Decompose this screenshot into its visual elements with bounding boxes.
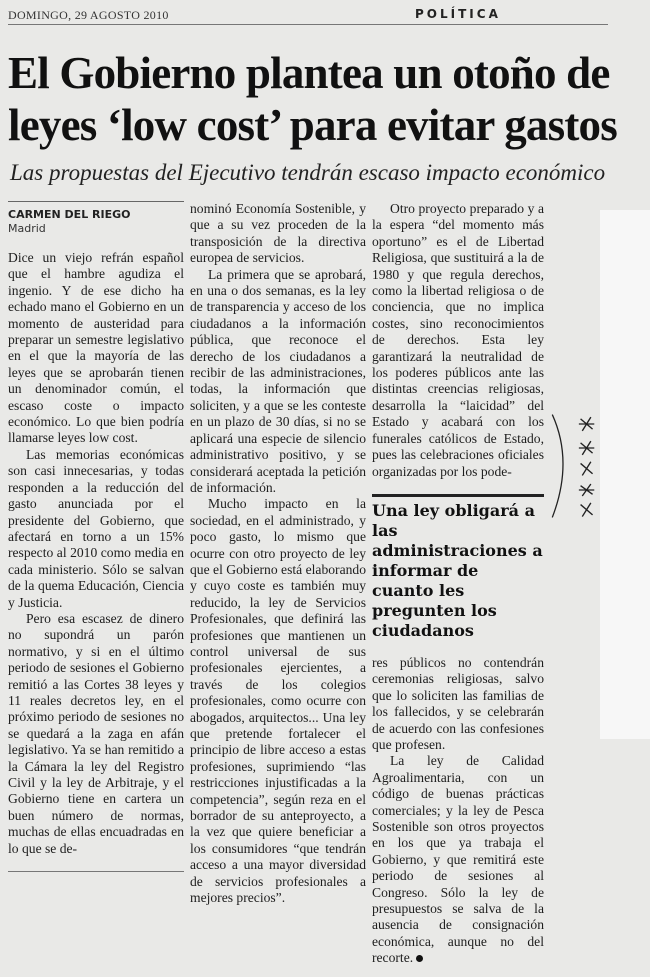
article-columns — [8, 201, 642, 967]
end-mark-icon — [416, 955, 423, 962]
paragraph: nominó Economía Sostenible, y que a su vez proceden de la transposición de la directiva europea de servicios. — [190, 201, 366, 266]
paragraph: Otro proyecto preparado y a la espera “del momento más oportuno” es el de Libertad Religiosa, que sustituirá a la de 1980 y que regula derechos, como la libertad religiosa o de conciencia, que no implica costes, sino reconocimientos de derechos. Esta ley garantizará la neutralidad de los poderes públicos ante las distintas creencias religiosas, desarrolla la “laicidad” del Estado y acabará con los funerales católicos de Estado, pues las celebraciones oficiales organizadas por los pode- — [372, 201, 544, 479]
column-1 — [8, 201, 184, 872]
page-header — [8, 6, 608, 25]
paragraph: Dice un viejo refrán español que el hambre agudiza el ingenio. Y de ese dicho ha echado mano el Gobierno en un momento de austeridad para preparar un semestre legislativo en el que la mayoría de las leyes que se aprobarán tienen un denominador común, el escaso coste o impacto económico. Lo que bien podría llamarse leyes low cost. — [8, 250, 184, 446]
paragraph — [372, 753, 544, 966]
divider — [8, 871, 184, 872]
subtitle: Las propuestas del Ejecutivo tendrán escaso impacto económico — [10, 160, 606, 185]
author: CARMEN DEL RIEGO — [8, 208, 131, 221]
paragraph: Las memorias económicas son casi innecesarias, y todas responden a la reducción del gasto anunciada por el presidente del Gobierno, que afectará en torno a un 15% respecto al 2010 como media en cada ministerio. Sólo se salvan de la quema Educación, Ciencia y Justicia. — [8, 446, 184, 610]
paragraph-text: La ley de Calidad Agroalimentaria, con un código de buenas prácticas comerciales; y la ley de Pesca Sostenible son otros proyectos en los que ya trabaja el Gobierno, y que remitirá este periodo de sesiones al Congreso. Sólo la ley de presupuestos se salva de la ausencia de consignación económica, aunque no del recorte. — [372, 753, 544, 966]
paragraph: Pero esa escasez de dinero no supondrá un parón normativo, y si en el último periodo de sesiones el Gobierno remitió a las Cortes 38 leyes y 11 reales decretos ley, en el próximo periodo de sesiones no se quedará a la zaga en afán legislativo. Ya se han remitido a la Cámara la ley del Registro Civil y la ley de Arbitraje, y el Gobierno tiene en cartera un buen número de normas, muchas de ellas encuadradas en lo que se de- — [8, 610, 184, 856]
issue-date: DOMINGO, 29 AGOSTO 2010 — [8, 8, 169, 22]
paragraph: Mucho impacto en la sociedad, en el administrado, y poco gasto, lo mismo que ocurre con otro proyecto de ley que el Gobierno está elaborando y cuyo coste es también muy reducido, la ley de Servicios Profesionales, que definirá las profesiones que mantienen un control universal de sus profesionales ejercientes, a través de los colegios profesionales, como ocurre con abogados, arquitectos... Una ley que pretende fortalecer el principio de libre acceso a estas profesiones, suprimiendo “las restricciones injustificadas a la competencia”, según reza en el borrador de su anteproyecto, a la vez que quiere beneficiar a los consumidores “que tendrán acceso a una mayor diversidad de servicios profesionales a mejores precios”. — [190, 496, 366, 906]
handwritten-marks-icon — [548, 401, 608, 531]
section-label: POLÍTICA — [415, 7, 501, 21]
byline — [8, 201, 184, 236]
paragraph: La primera que se aprobará, en una o dos semanas, es la ley de transparencia y acceso de los ciudadanos a la información pública, que reconoce el derecho de los ciudadanos a recibir de las administraciones, todas, la información que soliciten, y a que se les conteste en un plazo de 30 días, si no se aplicará una especie de silencio administrativo positivo, y se considerará aceptada la petición de información. — [190, 266, 366, 495]
headline: El Gobierno plantea un otoño de leyes ‘low cost’ para evitar gastos — [8, 48, 617, 150]
column-2 — [190, 201, 366, 906]
pull-quote: Una ley obligará a las administraciones a informar de cuanto les pregunten los ciudadanos — [372, 494, 544, 641]
column-3 — [372, 201, 544, 967]
paragraph: res públicos no contendrán ceremonias religiosas, salvo que lo soliciten las familias de los fallecidos, y se celebrarán de acuerdo con las confesiones que profesen. — [372, 654, 544, 752]
location: Madrid — [8, 222, 46, 235]
